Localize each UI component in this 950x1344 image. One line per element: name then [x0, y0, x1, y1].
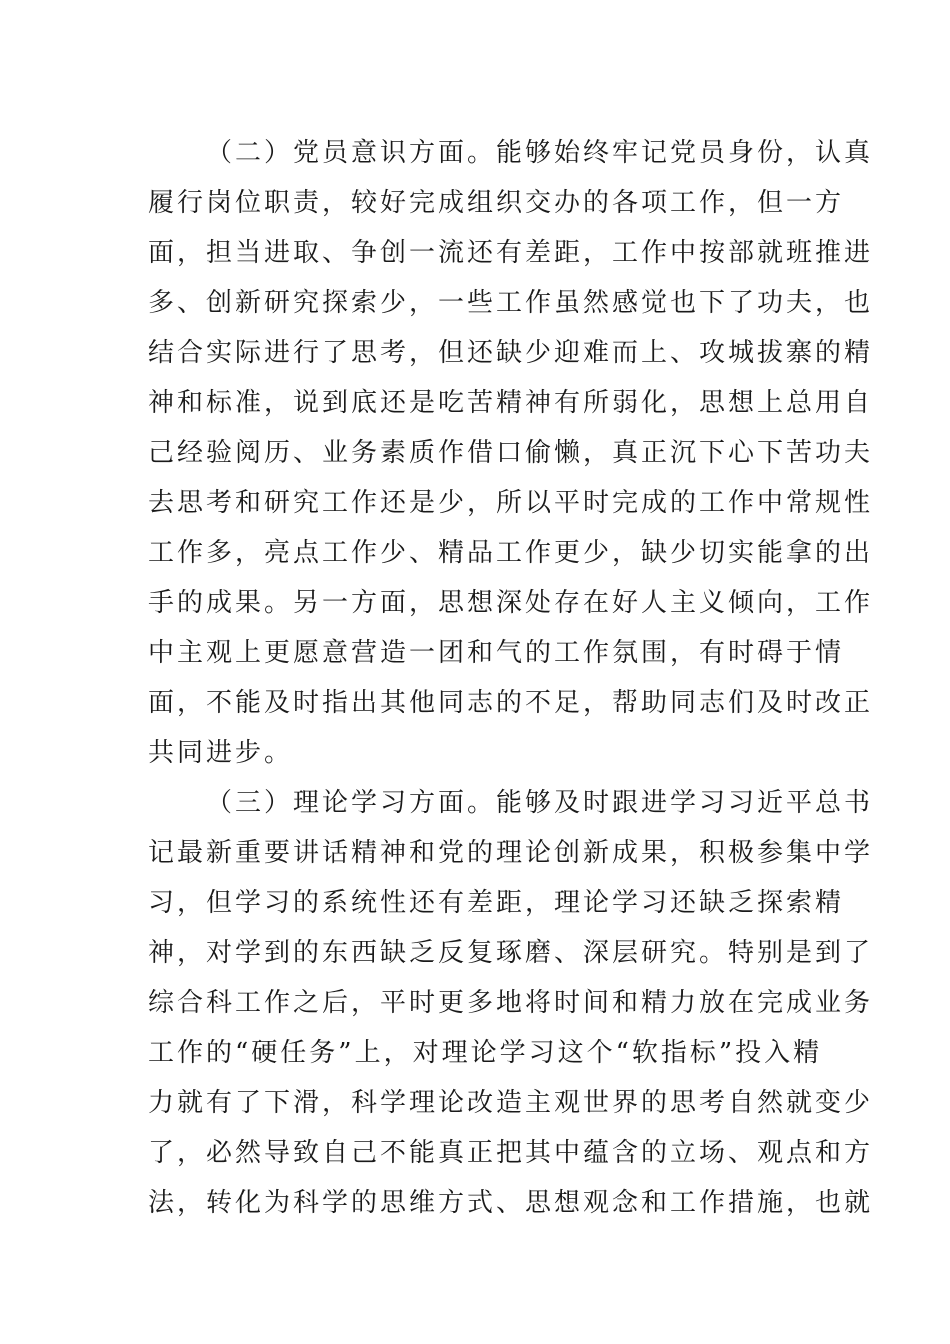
text-line: （三）理论学习方面。能够及时跟进学习习近平总书 — [206, 788, 874, 818]
document-body — [148, 128, 874, 1228]
text-line: 神和标准，说到底还是吃苦精神有所弱化，思想上总用自 — [148, 388, 874, 418]
text-line: 履行岗位职责，较好完成组织交办的各项工作，但一方 — [148, 188, 845, 218]
text-line: 结合实际进行了思考，但还缺少迎难而上、攻城拔寨的精 — [148, 338, 874, 368]
paragraph-party-awareness — [148, 128, 874, 778]
text-line: 记最新重要讲话精神和党的理论创新成果，积极参集中学 — [148, 838, 874, 868]
text-line: 神，对学到的东西缺乏反复琢磨、深层研究。特别是到了 — [148, 938, 874, 968]
text-line: 综合科工作之后，平时更多地将时间和精力放在完成业务 — [148, 988, 874, 1018]
text-line: 力就有了下滑，科学理论改造主观世界的思考自然就变少 — [148, 1088, 874, 1118]
text-line: 己经验阅历、业务素质作借口偷懒，真正沉下心下苦功夫 — [148, 438, 874, 468]
text-line: 面，担当进取、争创一流还有差距，工作中按部就班推进 — [148, 238, 874, 268]
text-line: 中主观上更愿意营造一团和气的工作氛围，有时碍于情 — [148, 638, 845, 668]
text-line: 面，不能及时指出其他同志的不足，帮助同志们及时改正 — [148, 688, 874, 718]
text-line: 共同进步。 — [148, 738, 294, 768]
text-line: 多、创新研究探索少，一些工作虽然感觉也下了功夫，也 — [148, 288, 874, 318]
text-line: 习，但学习的系统性还有差距，理论学习还缺乏探索精 — [148, 888, 845, 918]
text-line: 手的成果。另一方面，思想深处存在好人主义倾向，工作 — [148, 588, 874, 618]
text-line: 法，转化为科学的思维方式、思想观念和工作措施，也就 — [148, 1188, 874, 1218]
paragraph-theory-study — [148, 778, 874, 1228]
text-line: （二）党员意识方面。能够始终牢记党员身份，认真 — [206, 138, 874, 168]
text-line: 了，必然导致自己不能真正把其中蕴含的立场、观点和方 — [148, 1138, 874, 1168]
text-line: 去思考和研究工作还是少，所以平时完成的工作中常规性 — [148, 488, 874, 518]
text-line: 工作的“硬任务”上，对理论学习这个“软指标”投入精 — [148, 1038, 823, 1068]
text-line: 工作多，亮点工作少、精品工作更少，缺少切实能拿的出 — [148, 538, 874, 568]
